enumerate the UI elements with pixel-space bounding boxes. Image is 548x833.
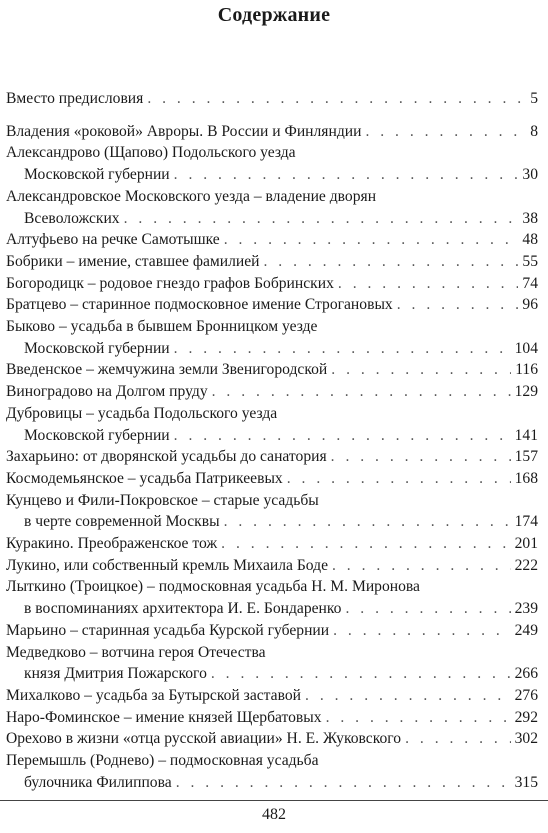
toc-entry-title-line: Владения «роковой» Авроры. В России и Финляндии (6, 122, 362, 140)
toc-entry-title-line: Перемышль (Роднево) – подмосковная усадьба (6, 752, 319, 770)
toc-entry-page: 168 (514, 469, 538, 487)
toc-entry-title-line: Лукино, или собственный кремль Михаила Боде (6, 556, 328, 574)
toc-entry-page: 315 (514, 773, 538, 791)
toc-entry-page: 222 (514, 556, 538, 574)
dot-leader (174, 338, 511, 360)
toc-entry-title-line: Александровское Московского уезда – владение дворян (6, 187, 377, 205)
toc-entry-page: 129 (514, 383, 538, 401)
dot-leader (221, 533, 510, 555)
toc-entry-title-line: в воспоминаниях архитектора И. Е. Бондаренко (24, 600, 342, 618)
toc-entry-row (6, 707, 538, 729)
toc-entry-row (6, 121, 538, 143)
toc-entry-title-line: Медведково – вотчина героя Отечества (6, 643, 266, 661)
toc-entry-row (6, 555, 538, 577)
toc-entry-title-line: Марьино – старинная усадьба Курской губернии (6, 621, 330, 639)
toc-entry (6, 728, 538, 750)
toc-entry-page: 266 (514, 665, 538, 683)
toc-entry-row (6, 359, 538, 381)
page-title: Содержание (217, 4, 331, 26)
toc-entry (6, 273, 538, 295)
toc-entry-page: 249 (514, 621, 538, 639)
toc-entry-row (6, 511, 538, 533)
toc-entry-title-line: Быково – усадьба в бывшем Бронницком уезде (6, 318, 318, 336)
toc-entry-title-line: Лыткино (Троицкое) – подмосковная усадьба Н. М. Миронова (6, 578, 420, 596)
toc-entry-page: 104 (514, 339, 538, 357)
toc-entry (6, 555, 538, 577)
toc-entry-row (6, 685, 538, 707)
dot-leader (333, 620, 510, 642)
toc-entry-row (6, 273, 538, 295)
table-of-contents (6, 88, 538, 794)
toc-entry-title-line: Дубровицы – усадьба Подольского уезда (6, 404, 278, 422)
toc-entry-title-line: Куракино. Преображенское тож (6, 535, 218, 553)
toc-entry-page: 74 (522, 274, 538, 292)
toc-entry (6, 403, 538, 446)
toc-entry-page: 116 (515, 361, 538, 379)
toc-entry (6, 229, 538, 251)
toc-entry (6, 620, 538, 642)
toc-entry (6, 121, 538, 143)
toc-entry-page: 8 (530, 122, 538, 140)
toc-entry-page: 302 (514, 730, 538, 748)
toc-entry-row (6, 381, 538, 403)
toc-entry-title-line: Космодемьянское – усадьба Патрикеевых (6, 469, 283, 487)
dot-leader (326, 707, 511, 729)
dot-leader (397, 294, 519, 316)
toc-entry-row (6, 425, 538, 447)
toc-entry-page: 276 (514, 686, 538, 704)
toc-entry-title-line: булочника Филиппова (24, 773, 172, 791)
toc-entry (6, 642, 538, 685)
toc-entry (6, 381, 538, 403)
toc-entry (6, 685, 538, 707)
toc-entry-row (6, 338, 538, 360)
toc-entry-page: 55 (522, 252, 538, 270)
toc-entry-row (6, 208, 538, 230)
dot-leader (365, 121, 526, 143)
toc-entry-row (6, 728, 538, 750)
toc-entry (6, 468, 538, 490)
dot-leader (211, 663, 511, 685)
toc-entry-row (6, 620, 538, 642)
toc-entry-row (6, 88, 538, 110)
toc-entry-page: 38 (522, 209, 538, 227)
toc-entry-row (6, 598, 538, 620)
toc-entry-title-line: Кунцево и Фили-Покровское – старые усадьбы (6, 491, 319, 509)
toc-entry (6, 359, 538, 381)
dot-leader (405, 728, 511, 750)
toc-entry-page: 141 (514, 426, 538, 444)
dot-leader (124, 208, 519, 230)
dot-leader (331, 446, 511, 468)
toc-entry-page: 96 (522, 296, 538, 314)
toc-entry-title-line: в черте современной Москвы (24, 513, 220, 531)
footer-divider (0, 800, 548, 801)
toc-entry-row (6, 663, 538, 685)
dot-leader (174, 425, 511, 447)
toc-entry-page: 5 (530, 90, 538, 107)
dot-leader (331, 359, 511, 381)
toc-entry-title-line: Наро-Фоминское – имение князей Щербатовых (6, 708, 322, 726)
toc-entry-page: 157 (514, 448, 538, 466)
toc-entry-page: 239 (514, 600, 538, 618)
toc-entry (6, 490, 538, 533)
toc-entry-title-line: Братцево – старинное подмосковное имение Строгановых (6, 296, 393, 314)
dot-leader (174, 164, 519, 186)
dot-leader (224, 511, 511, 533)
toc-entry-title-line: князя Дмитрия Пожарского (24, 665, 207, 683)
toc-entry (6, 186, 538, 229)
toc-entry (6, 142, 538, 185)
toc-entry-row (6, 468, 538, 490)
toc-entry (6, 750, 538, 793)
toc-entry-title-line: Виноградово на Долгом пруду (6, 383, 208, 401)
toc-entry-title-line: Михалково – усадьба за Бутырской заставой (6, 686, 302, 704)
toc-entry-title-line: Богородицк – родовое гнездо графов Бобринских (6, 274, 334, 292)
toc-entry-title-line: Московской губернии (24, 166, 170, 184)
page-number: 482 (262, 806, 286, 823)
toc-entry-title-line: Захарьино: от дворянской усадьбы до санатория (6, 448, 327, 466)
toc-entry-page: 174 (514, 513, 538, 531)
toc-entry-row (6, 772, 538, 794)
toc-entry-row (6, 294, 538, 316)
dot-leader (212, 381, 511, 403)
dot-leader (305, 685, 511, 707)
toc-entry-row (6, 164, 538, 186)
toc-entry-row (6, 533, 538, 555)
toc-entry-page: 48 (522, 231, 538, 249)
toc-entry (6, 446, 538, 468)
dot-leader (147, 88, 526, 110)
toc-entry (6, 533, 538, 555)
toc-entry-title-line: Орехово в жизни «отца русской авиации» Н. Е. Жуковского (6, 730, 402, 748)
toc-entry (6, 251, 538, 273)
toc-entry (6, 316, 538, 359)
toc-entry (6, 707, 538, 729)
toc-entry-title-line: Московской губернии (24, 339, 170, 357)
toc-entry (6, 88, 538, 110)
dot-leader (287, 468, 511, 490)
toc-entry-title-line: Всеволожских (24, 209, 120, 227)
toc-entry-title-line: Алтуфьево на речке Самотышке (6, 231, 220, 249)
toc-entry (6, 294, 538, 316)
toc-entry-page: 201 (514, 535, 538, 553)
toc-entry-title-line: Московской губернии (24, 426, 170, 444)
dot-leader (224, 229, 519, 251)
dot-leader (332, 555, 511, 577)
toc-entry-title-line: Александрово (Щапово) Подольского уезда (6, 144, 296, 162)
dot-leader (338, 273, 519, 295)
toc-entry-row (6, 229, 538, 251)
dot-leader (263, 251, 518, 273)
toc-entry-title-line: Введенское – жемчужина земли Звенигородской (6, 361, 328, 379)
dot-leader (345, 598, 510, 620)
toc-entry-row (6, 446, 538, 468)
dot-leader (176, 772, 511, 794)
toc-entry-page: 292 (514, 708, 538, 726)
toc-entry-row (6, 251, 538, 273)
toc-entry (6, 576, 538, 619)
toc-entry-title-line: Бобрики – имение, ставшее фамилией (6, 252, 260, 270)
toc-entry-title-line: Вместо предисловия (6, 90, 144, 107)
toc-entry-page: 30 (522, 166, 538, 184)
